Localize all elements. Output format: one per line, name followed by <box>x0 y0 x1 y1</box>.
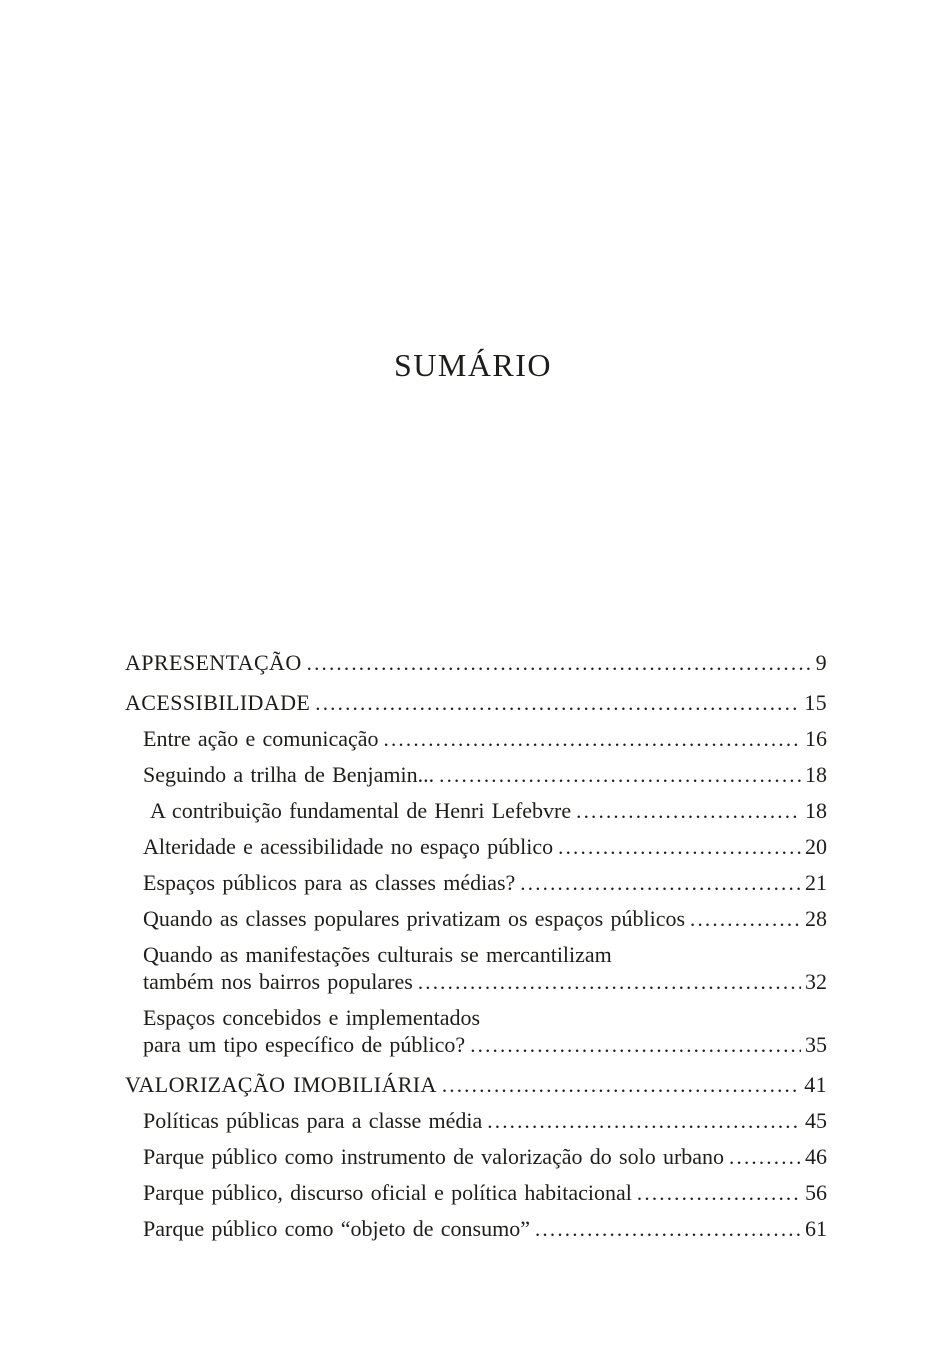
page-number: 28 <box>805 906 827 931</box>
page-number: 15 <box>804 690 827 715</box>
toc-entry-label: para um tipo específico de público? <box>143 1032 466 1057</box>
toc-entry-label: ACESSIBILIDADE <box>125 690 311 715</box>
table-of-contents <box>125 649 827 1251</box>
toc-entry <box>125 833 827 861</box>
dot-leader <box>470 1031 801 1059</box>
toc-entry-label: Parque público como “objeto de consumo” <box>143 1216 530 1241</box>
toc-entry-label: também nos bairros populares <box>143 969 413 994</box>
dot-leader <box>315 689 800 717</box>
dot-leader <box>729 1143 801 1171</box>
page-number: 61 <box>805 1216 827 1241</box>
toc-entry-label: Espaços públicos para as classes médias? <box>143 870 516 895</box>
dot-leader <box>690 905 801 933</box>
page-number: 18 <box>805 798 827 823</box>
page-title: SUMÁRIO <box>393 347 553 383</box>
toc-entry <box>125 1004 827 1059</box>
page-number: 56 <box>805 1180 827 1205</box>
page-number: 16 <box>805 726 827 751</box>
page-number: 35 <box>805 1032 827 1057</box>
page-number: 46 <box>805 1144 827 1169</box>
dot-leader <box>637 1179 801 1207</box>
dot-leader <box>487 1107 801 1135</box>
dot-leader <box>535 1215 801 1243</box>
page-number: 9 <box>815 650 827 675</box>
toc-entry <box>125 761 827 789</box>
toc-entry <box>125 905 827 933</box>
dot-leader <box>576 797 801 825</box>
toc-entry <box>125 941 827 996</box>
toc-entry <box>125 649 827 677</box>
page-number: 18 <box>805 762 827 787</box>
dot-leader <box>307 649 812 677</box>
toc-entry-label: Seguindo a trilha de Benjamin... <box>143 762 435 787</box>
toc-entry-label: A contribuição fundamental de Henri Lefebvre <box>150 798 572 823</box>
page-number: 20 <box>805 834 827 859</box>
toc-entry <box>125 1179 827 1207</box>
page-number: 41 <box>804 1072 827 1097</box>
dot-leader <box>558 833 801 861</box>
toc-entry <box>125 797 827 825</box>
toc-entry-label: Parque público, discurso oficial e política habitacional <box>143 1180 632 1205</box>
dot-leader <box>418 968 801 996</box>
toc-entry <box>125 689 827 717</box>
toc-entry-label: Parque público como instrumento de valorização do solo urbano <box>143 1144 725 1169</box>
toc-entry-label: VALORIZAÇÃO IMOBILIÁRIA <box>125 1072 437 1097</box>
toc-entry <box>125 1215 827 1243</box>
dot-leader <box>439 761 801 789</box>
page-number: 32 <box>805 969 827 994</box>
toc-entry <box>125 1107 827 1135</box>
page-number: 45 <box>805 1108 827 1133</box>
dot-leader <box>442 1071 800 1099</box>
toc-entry-label: Políticas públicas para a classe média <box>143 1108 483 1133</box>
dot-leader <box>520 869 801 897</box>
page-number: 21 <box>805 870 827 895</box>
toc-entry <box>125 869 827 897</box>
toc-entry-wrap-line: Espaços concebidos e implementados <box>143 1005 481 1030</box>
toc-entry <box>125 725 827 753</box>
toc-entry-label: Alteridade e acessibilidade no espaço público <box>143 834 554 859</box>
toc-entry-label: APRESENTAÇÃO <box>125 650 302 675</box>
toc-entry-label: Entre ação e comunicação <box>143 726 379 751</box>
toc-entry <box>125 1143 827 1171</box>
toc-entry-wrap-line: Quando as manifestações culturais se mercantilizam <box>143 942 612 967</box>
toc-entry <box>125 1071 827 1099</box>
dot-leader <box>384 725 801 753</box>
toc-entry-label: Quando as classes populares privatizam os espaços públicos <box>143 906 686 931</box>
